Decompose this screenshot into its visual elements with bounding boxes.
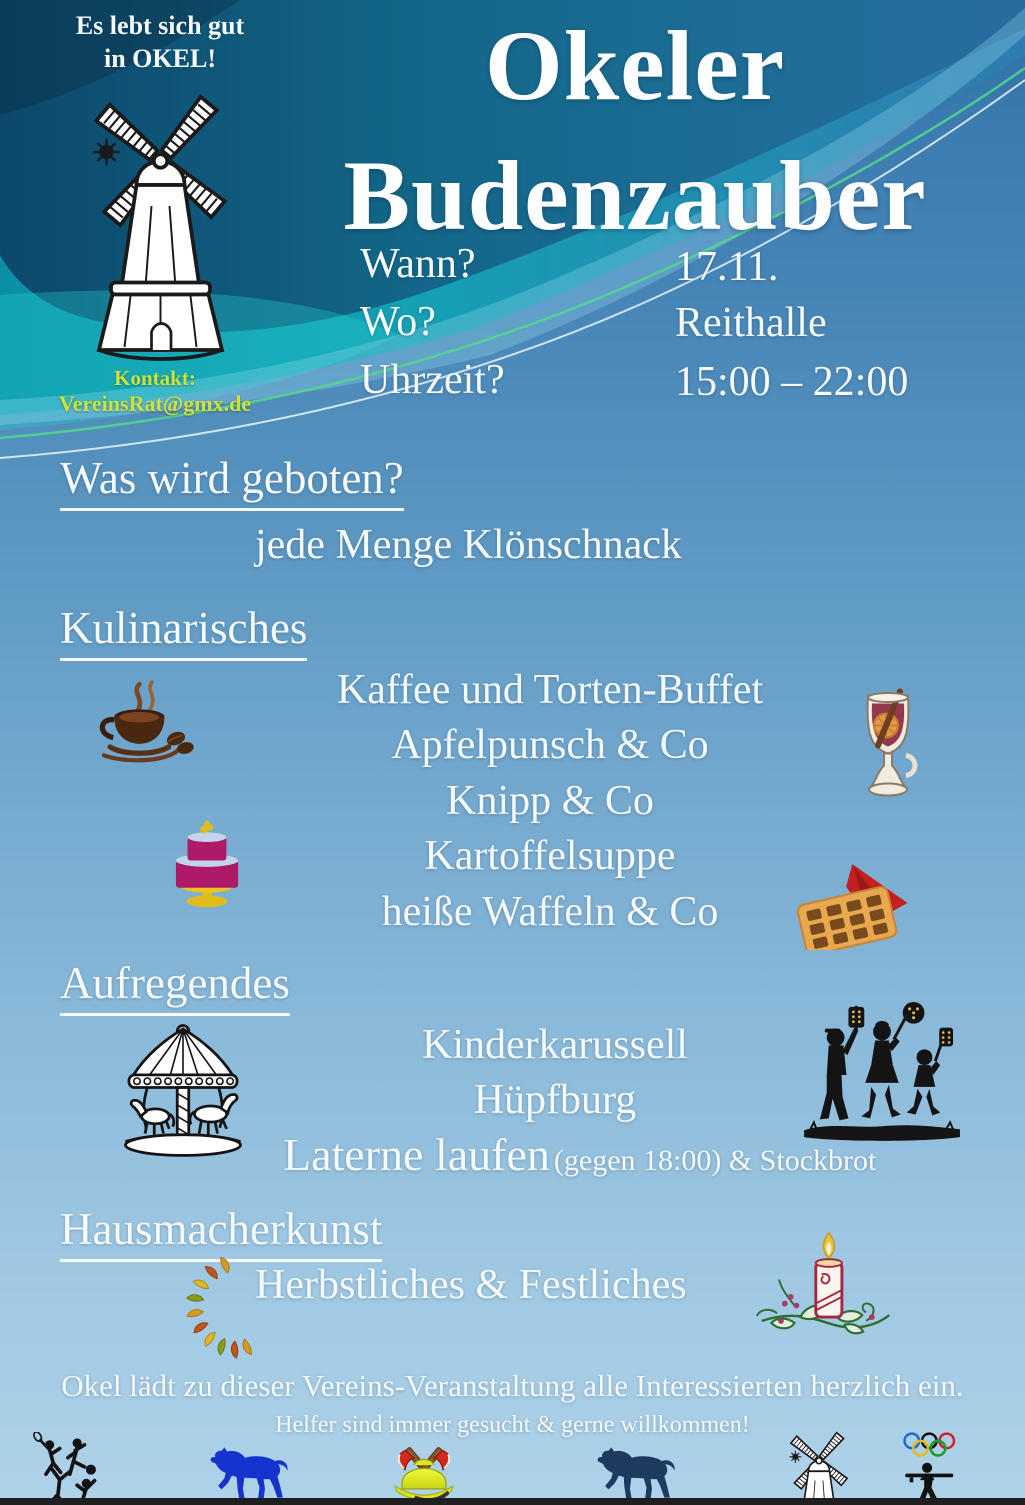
carousel-icon	[108, 1022, 258, 1160]
autumn-leaves-icon	[168, 1252, 260, 1360]
waffle-icon	[793, 858, 931, 950]
offer-item: jede Menge Klönschnack	[255, 522, 682, 568]
cake-icon	[163, 810, 251, 912]
slogan	[35, 10, 285, 75]
detail-label-wo: Wo?	[360, 299, 436, 345]
detail-label-wann: Wann?	[360, 241, 476, 287]
lantern-note: (gegen 18:00) & Stockbrot	[553, 1144, 877, 1177]
windmill-small-icon	[763, 1424, 875, 1505]
detail-value-wann: 17.11.	[675, 244, 779, 290]
exciting-list	[300, 1018, 810, 1129]
detail-label-uhrzeit: Uhrzeit?	[360, 357, 505, 403]
sports-club-icon	[28, 1432, 118, 1505]
detail-value-uhrzeit: 15:00 – 22:00	[675, 359, 909, 405]
lantern-main: Laterne laufen	[283, 1129, 550, 1180]
culinary-item: Kartoffelsuppe	[424, 833, 676, 880]
exciting-heading: Aufregendes	[60, 960, 290, 1016]
culinary-heading: Kulinarisches	[60, 605, 307, 661]
lantern-children-icon	[798, 1000, 966, 1148]
crafts-heading: Hausmacherkunst	[60, 1206, 382, 1262]
fire-brigade-icon	[378, 1438, 470, 1505]
coffee-cup-icon	[85, 675, 200, 775]
detail-value-wo: Reithalle	[675, 300, 827, 346]
exciting-item: Hüpfburg	[473, 1077, 637, 1124]
footer-invite: Okel lädt zu dieser Vereins-Veranstaltung alle Interessierten herzlich ein.	[61, 1368, 964, 1403]
exciting-item: Kinderkarussell	[422, 1022, 688, 1068]
offer-heading: Was wird geboten?	[60, 455, 404, 511]
contact-email: VereinsRat@gmx.de	[58, 391, 252, 416]
culinary-item: Apfelpunsch & Co	[391, 722, 709, 769]
lantern-line	[283, 1128, 876, 1181]
blue-horse-icon	[203, 1446, 298, 1505]
poster-title-line1: Okeler	[484, 10, 786, 121]
riding-club-icon	[590, 1446, 685, 1505]
culinary-list	[250, 663, 850, 940]
punch-glass-icon	[848, 672, 928, 817]
crafts-item: Herbstliches & Festliches	[255, 1262, 687, 1308]
poster-title-line2: Budenzauber	[343, 140, 927, 251]
culinary-item: Knipp & Co	[446, 777, 654, 824]
culinary-item: Kaffee und Torten-Buffet	[336, 667, 764, 713]
culinary-item: heiße Waffeln & Co	[381, 888, 719, 935]
slogan-line2: in OKEL!	[104, 43, 216, 73]
candle-icon	[752, 1228, 897, 1354]
slogan-line1: Es lebt sich gut	[75, 11, 245, 40]
contact-block	[30, 366, 280, 417]
contact-label: Kontakt:	[114, 366, 196, 390]
shooting-club-icon	[893, 1430, 975, 1505]
footer-helpers: Helfer sind immer gesucht & gerne willkommen!	[275, 1412, 750, 1438]
windmill-icon	[68, 68, 253, 368]
bottom-strip	[0, 1498, 1025, 1505]
